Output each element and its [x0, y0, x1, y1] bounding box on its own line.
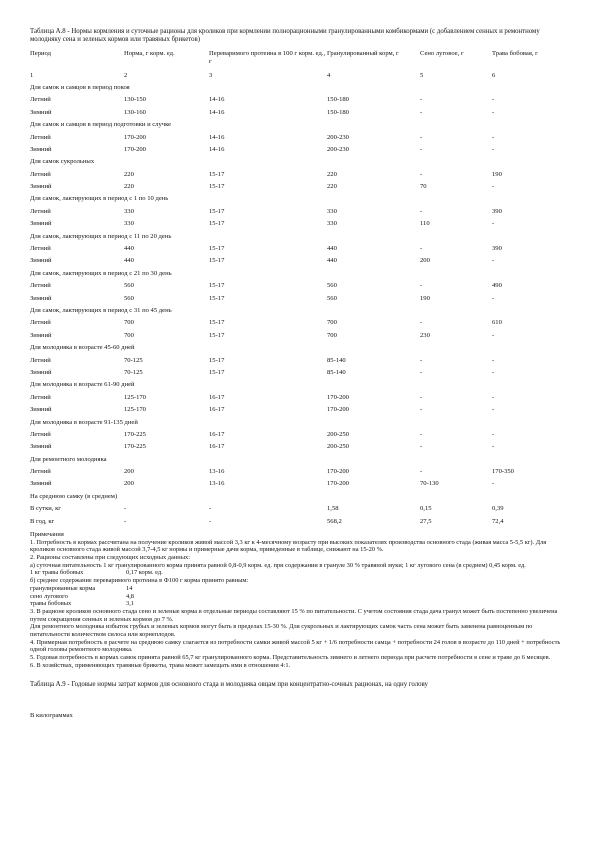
table-row [30, 208, 566, 220]
table-cell: 85-140 [327, 368, 346, 376]
table-cell: - [420, 207, 423, 215]
table-cell: 15-17 [209, 319, 225, 327]
table-cell: 13-16 [209, 468, 225, 476]
table-cell: 70 [420, 183, 427, 191]
table-cell: - [420, 406, 423, 414]
table-cell: 70-130 [420, 480, 439, 488]
group-header-row [30, 419, 566, 431]
table-row [30, 394, 566, 406]
table-cell: 568,2 [327, 517, 342, 525]
table-row [30, 332, 566, 344]
table-cell: - [492, 443, 495, 451]
table-cell: 200 [124, 480, 134, 488]
group-label: Для самок, лактирующих в период с 11 по 20 день [30, 232, 172, 240]
note-2a-legume-row [30, 569, 190, 577]
group-header-row [30, 84, 566, 96]
table-cell: 15-17 [209, 331, 225, 339]
table-cell: Зимний [30, 183, 52, 191]
note-value: 4,8 [126, 592, 134, 600]
table-cell: 440 [327, 245, 337, 253]
table-row [30, 220, 566, 232]
table-cell: Летний [30, 430, 51, 438]
column-number: 5 [420, 71, 424, 79]
table-cell: 220 [327, 170, 337, 178]
table-cell: 170-200 [327, 468, 349, 476]
column-number-row [30, 72, 566, 84]
table-cell: - [124, 505, 127, 513]
table-cell: Летний [30, 170, 51, 178]
note-2a: а) суточная питательность 1 кг гранулированного корма принята равной 0,8-0,9 корм. ед. при содержании в грануле 30 % травяной муки; 1 кг лугового сена (в среднем) 0,45 корм. ед. [30, 561, 526, 569]
table-row [30, 357, 566, 369]
document-page [30, 28, 566, 727]
table-cell: 15-17 [209, 170, 225, 178]
table-cell: 700 [124, 319, 134, 327]
table-cell: - [492, 220, 495, 228]
notes-section [30, 531, 566, 669]
column-number: 1 [30, 71, 34, 79]
table-row [30, 518, 566, 530]
column-header: Гранулированный корм, г [327, 49, 399, 57]
group-label: Для самок сукрольных [30, 158, 95, 166]
table-cell: 85-140 [327, 356, 346, 364]
table-cell: 330 [327, 220, 337, 228]
group-header-row [30, 195, 566, 207]
table-cell: - [492, 96, 495, 104]
table-cell: 150-180 [327, 108, 349, 116]
column-number: 2 [124, 71, 128, 79]
column-header: Переваримого протеина в 100 г корм. ед., г [209, 49, 326, 65]
table-cell: 560 [124, 294, 134, 302]
table-row [30, 369, 566, 381]
table-cell: 1,58 [327, 505, 339, 513]
feeding-norms-table [30, 49, 566, 530]
table-cell: Зимний [30, 406, 52, 414]
table-cell: 560 [327, 294, 337, 302]
table-cell: 220 [124, 183, 134, 191]
table-cell: Зимний [30, 108, 52, 116]
table-cell: 200 [420, 257, 430, 265]
group-header-row [30, 307, 566, 319]
table-cell: 14-16 [209, 96, 225, 104]
table-cell: 130-160 [124, 108, 146, 116]
table-cell: 490 [492, 282, 502, 290]
note-label: травы бобовых [30, 600, 72, 608]
table-cell: - [420, 170, 423, 178]
table-cell: 190 [420, 294, 430, 302]
table-row [30, 282, 566, 294]
note-5: 5. Годовая потребность в кормах самок принята равной 65,7 кг гранулированного корма. Представительность зимнего и летнего периода при расчете потребности в сене и траве до 6 месяцев. [30, 654, 551, 662]
note-3b: Для ремонтного молодняка избыток грубых и зеленых кормов могут быть в пределах 15-30 %. Для сукрольных и лактирующих самок часть сена может быть заменена равноценным по питательности количеством силоса или корнеплодов. [30, 623, 533, 638]
table-cell: 110 [420, 220, 430, 228]
table-cell: - [209, 505, 212, 513]
table-cell: 170-200 [327, 406, 349, 414]
table-cell: 330 [124, 207, 134, 215]
group-label: На среднюю самку (в среднем) [30, 492, 118, 500]
table-row [30, 431, 566, 443]
table-cell: Зимний [30, 331, 52, 339]
table-cell: 170-200 [327, 480, 349, 488]
table-cell: Летний [30, 133, 51, 141]
table-cell: Летний [30, 319, 51, 327]
table-cell: 220 [124, 170, 134, 178]
table-cell: - [420, 393, 423, 401]
protein-content-row [30, 585, 190, 593]
table-cell: 0,15 [420, 505, 432, 513]
table-row [30, 468, 566, 480]
column-header: Сено луговое, г [420, 49, 464, 57]
table-cell: 14-16 [209, 133, 225, 141]
table-cell: 170-200 [327, 393, 349, 401]
table-header-row [30, 49, 566, 72]
note-value: 14 [126, 584, 133, 592]
group-header-row [30, 270, 566, 282]
note-3: 3. В рационе кроликов основного стада сено и зеленые корма в отдельные периоды составляют 15 % по питательности. С учетом состояния стада дача гранул может быть постепенно увеличена путем сокращения сенных и зеленых кормов до 7 %. [30, 607, 558, 623]
table-cell: 70-125 [124, 368, 143, 376]
table-cell: - [420, 468, 423, 476]
table-cell: - [492, 480, 495, 488]
table-row [30, 134, 566, 146]
table-cell: - [492, 356, 495, 364]
table-cell: 190 [492, 170, 502, 178]
table-cell: 15-17 [209, 368, 225, 376]
group-label: Для самок и самцов в период подготовки и случке [30, 121, 172, 129]
table-cell: - [420, 96, 423, 104]
table-cell: - [420, 245, 423, 253]
table-cell: 700 [327, 319, 337, 327]
table-body [30, 84, 566, 530]
note-label: гранулированные корма [30, 584, 96, 592]
table-cell: 230 [420, 331, 430, 339]
table-cell: 15-17 [209, 257, 225, 265]
group-label: Для молодняка в возрасте 91-135 дней [30, 418, 138, 426]
group-label: Для самок и самцов в период покоя [30, 83, 130, 91]
table-cell: 170-350 [492, 468, 514, 476]
table-cell: 16-17 [209, 430, 225, 438]
table-cell: 15-17 [209, 356, 225, 364]
protein-content-row [30, 593, 190, 601]
table-cell: 390 [492, 207, 502, 215]
column-header: Период [30, 49, 51, 57]
units-caption: В килограммах [30, 712, 73, 720]
table-cell: 220 [327, 183, 337, 191]
table-cell: - [492, 393, 495, 401]
notes-heading: Примечания [30, 531, 64, 539]
table-cell: 560 [327, 282, 337, 290]
table-cell: 16-17 [209, 443, 225, 451]
table-cell: 170-225 [124, 430, 146, 438]
table-cell: 15-17 [209, 183, 225, 191]
table-cell: 200-230 [327, 133, 349, 141]
group-label: Для самок, лактирующих в период с 21 по 30 день [30, 269, 172, 277]
table-cell: - [209, 517, 212, 525]
table-cell: 15-17 [209, 294, 225, 302]
note-value: 3,1 [126, 600, 134, 608]
table-row [30, 146, 566, 158]
table-cell: Летний [30, 96, 51, 104]
table-cell: - [420, 430, 423, 438]
table-cell: 130-150 [124, 96, 146, 104]
group-label: Для молодняка в возрасте 61-90 дней [30, 381, 135, 389]
table-cell: 14-16 [209, 145, 225, 153]
table-cell: - [492, 183, 495, 191]
group-header-row [30, 381, 566, 393]
table-cell: Летний [30, 356, 51, 364]
table-cell: Зимний [30, 294, 52, 302]
group-label: Для самок, лактирующих в период с 31 по 45 день [30, 307, 172, 314]
table-cell: - [492, 133, 495, 141]
table-cell: 560 [124, 282, 134, 290]
table-cell: - [492, 257, 495, 265]
note-1: 1. Потребность в кормах рассчитана на получение кроликов живой массой 3,3 кг к 4-месячному возрасту при высоких показателях производства основного стада (живая масса 5-5,5 кг). Для кроликов основного стада живой массой 3,7-4,5 кг нормы и примерные дачи корма, приведенные в таблице, снижают на 15-20 %. [30, 538, 547, 554]
note-2: 2. Рационы составлены при следующих исходных данных: [30, 554, 190, 562]
note-label: 1 кг травы бобовых [30, 569, 84, 577]
table-cell: 70-125 [124, 356, 143, 364]
table-cell: 330 [124, 220, 134, 228]
table-cell: 170-225 [124, 443, 146, 451]
table-cell: В год, кг [30, 517, 55, 525]
group-header-row [30, 158, 566, 170]
table-row [30, 171, 566, 183]
note-4: 4. Примерная потребность в расчете на среднюю самку слагается из потребности самки живой массой 5 кг + 1/6 потребности самца + потребности 24 голов в возрасте до 110 дней + потребность одной головы ремонтного молодняка. [30, 638, 561, 654]
table-row [30, 319, 566, 331]
table-cell: 440 [124, 257, 134, 265]
table-row [30, 109, 566, 121]
group-header-row [30, 493, 566, 505]
note-label: сено лугового [30, 592, 68, 600]
table-cell: 14-16 [209, 108, 225, 116]
table-cell: Летний [30, 282, 51, 290]
table-row [30, 480, 566, 492]
table-cell: - [492, 406, 495, 414]
table-cell: - [492, 368, 495, 376]
table-cell: - [420, 368, 423, 376]
table-cell: Летний [30, 245, 51, 253]
table-cell: 16-17 [209, 406, 225, 414]
group-header-row [30, 344, 566, 356]
table-cell: - [420, 145, 423, 153]
table-cell: 13-16 [209, 480, 225, 488]
note-2b: б) среднее содержание переваримого протеина в Ф100 г корма принято равным: [30, 577, 249, 585]
table-cell: В сутки, кг [30, 505, 62, 513]
group-header-row [30, 456, 566, 468]
table-row [30, 96, 566, 108]
column-header: Трава бобовая, г [492, 49, 538, 57]
table-cell: 440 [124, 245, 134, 253]
table-row [30, 295, 566, 307]
table-cell: 330 [327, 207, 337, 215]
table-cell: 15-17 [209, 207, 225, 215]
column-number: 4 [327, 71, 331, 79]
table-cell: 16-17 [209, 393, 225, 401]
table-cell: - [420, 282, 423, 290]
table-cell: 200 [124, 468, 134, 476]
table-cell: - [492, 145, 495, 153]
table-cell: 0,39 [492, 505, 504, 513]
table-cell: 700 [327, 331, 337, 339]
table-row [30, 505, 566, 517]
column-header: Норма, г корм. ед. [124, 49, 175, 57]
table-cell: Летний [30, 468, 51, 476]
table-cell: Летний [30, 207, 51, 215]
table-cell: - [420, 133, 423, 141]
table-cell: 125-170 [124, 406, 146, 414]
table-cell: Зимний [30, 257, 52, 265]
table-cell: - [420, 319, 423, 327]
table-row [30, 183, 566, 195]
table-title: Таблица А.8 - Нормы кормления и суточные рационы для кроликов при кормлении полнорационными гранулированными комбикормами (с добавлением сенных и ремонтному молодняку сена и зеленых кормов или травяных брикетов) [30, 28, 540, 44]
table-cell: 170-200 [124, 145, 146, 153]
group-label: Для ремонтного молодняка [30, 455, 107, 463]
table-cell: 200-250 [327, 443, 349, 451]
table-cell: Зимний [30, 443, 52, 451]
table-cell: - [420, 108, 423, 116]
table-cell: 610 [492, 319, 502, 327]
table-cell: Зимний [30, 145, 52, 153]
table-cell: 72,4 [492, 517, 504, 525]
note-value: 0,17 корм. ед. [126, 569, 163, 577]
table-cell: Зимний [30, 480, 52, 488]
note-6: 6. В хозяйствах, применяющих травяные брикеты, трава может замещать ими в отношении 4:1. [30, 661, 291, 669]
group-label: Для самок, лактирующих в период с 1 по 10 день [30, 195, 169, 203]
table-cell: - [492, 294, 495, 302]
table-cell: - [492, 108, 495, 116]
column-number: 3 [209, 71, 213, 79]
table-cell: - [492, 430, 495, 438]
table-row [30, 245, 566, 257]
table-row [30, 406, 566, 418]
table-row [30, 443, 566, 455]
table-cell: Зимний [30, 368, 52, 376]
table-cell: 27,5 [420, 517, 432, 525]
table-cell: Летний [30, 393, 51, 401]
group-label: Для молодняка в возрасте 45-60 дней [30, 344, 135, 352]
table-cell: 390 [492, 245, 502, 253]
protein-content-row [30, 600, 190, 608]
group-header-row [30, 233, 566, 245]
table-cell: 440 [327, 257, 337, 265]
table-cell: 150-180 [327, 96, 349, 104]
table-cell: 125-170 [124, 393, 146, 401]
table-cell: Зимний [30, 220, 52, 228]
table-2-title: Таблица А.9 - Годовые нормы затрат кормов для основного стада и молодняка овцам при концентратно-сочных рационах, на одну голову [30, 681, 428, 689]
table-cell: 700 [124, 331, 134, 339]
table-cell: 15-17 [209, 282, 225, 290]
column-number: 6 [492, 71, 496, 79]
table-cell: 200-250 [327, 430, 349, 438]
table-cell: 15-17 [209, 245, 225, 253]
table-cell: 200-230 [327, 145, 349, 153]
table-cell: - [420, 443, 423, 451]
table-cell: - [420, 356, 423, 364]
table-cell: 170-200 [124, 133, 146, 141]
table-cell: 15-17 [209, 220, 225, 228]
table-cell: - [492, 331, 495, 339]
table-row [30, 257, 566, 269]
group-header-row [30, 121, 566, 133]
table-cell: - [124, 517, 127, 525]
